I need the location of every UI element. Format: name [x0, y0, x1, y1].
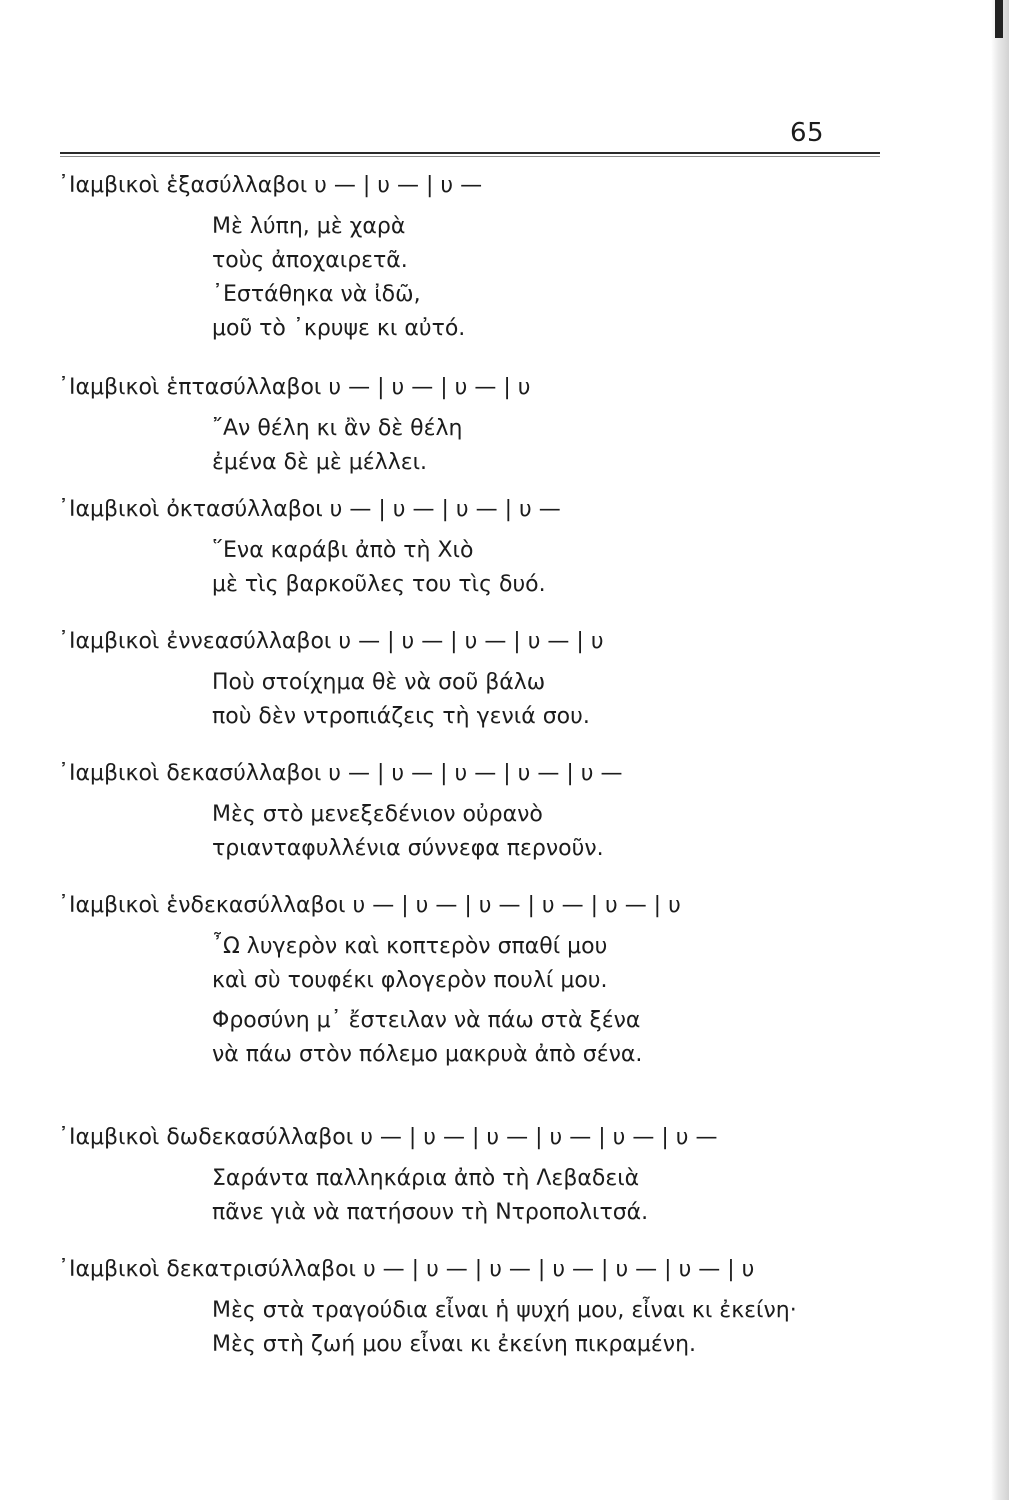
verse-line: καὶ σὺ τουφέκι φλογερὸν πουλί μου. [212, 968, 608, 993]
verse-line: μὲ τὶς βαρκοῦλες του τὶς δυό. [212, 572, 546, 597]
meter-heading: ᾿Ιαμβικοὶ δεκατρισύλλαβοι υ — | υ — | υ — | υ — | υ — | υ — | υ [58, 1257, 755, 1282]
verse-line: Μὲς στὰ τραγούδια εἶναι ἡ ψυχή μου, εἶναι κι ἐκείνη· [212, 1298, 797, 1323]
verse-line: τριανταφυλλένια σύννεφα περνοῦν. [212, 836, 604, 861]
meter-heading: ᾿Ιαμβικοὶ ἐννεασύλλαβοι υ — | υ — | υ — | υ — | υ [58, 629, 604, 654]
meter-section [58, 370, 530, 480]
verse-line: μοῦ τὸ ᾿κρυψε κι αὐτό. [212, 316, 466, 341]
meter-section [58, 756, 623, 866]
verse-block [212, 666, 604, 734]
header-rule-thin [60, 156, 880, 157]
binding-mark [995, 0, 1003, 38]
meter-heading: ᾿Ιαμβικοὶ ἑνδεκασύλλαβοι υ — | υ — | υ — | υ — | υ — | υ [58, 893, 681, 918]
verse-block [212, 534, 561, 602]
meter-section [58, 492, 561, 602]
verse-line: Ποὺ στοίχημα θὲ νὰ σοῦ βάλω [212, 670, 546, 695]
verse-block [212, 930, 681, 1072]
meter-heading: ᾿Ιαμβικοὶ δωδεκασύλλαβοι υ — | υ — | υ — | υ — | υ — | υ — [58, 1125, 718, 1150]
meter-section [58, 624, 604, 734]
page-edge [991, 0, 1009, 1500]
verse-line: τοὺς ἀποχαιρετᾶ. [212, 248, 408, 273]
verse-line: Μὲς στὸ μενεξεδένιον οὐρανὸ [212, 802, 543, 827]
verse-line: ῏Ω λυγερὸν καὶ κοπτερὸν σπαθί μου [212, 934, 608, 959]
meter-heading: ᾿Ιαμβικοὶ ὀκτασύλλαβοι υ — | υ — | υ — | υ — [58, 497, 561, 522]
meter-heading: ᾿Ιαμβικοὶ ἑπτασύλλαβοι υ — | υ — | υ — | υ [58, 375, 531, 400]
verse-line: Μὲς στὴ ζωή μου εἶναι κι ἐκείνη πικραμένη. [212, 1332, 697, 1357]
verse-line: πᾶνε γιὰ νὰ πατήσουν τὴ Ντροπολιτσά. [212, 1200, 649, 1225]
page-number: 65 [790, 118, 825, 148]
verse-line: ῞Ενα καράβι ἀπὸ τὴ Χιὸ [212, 538, 474, 563]
verse-block [212, 1294, 797, 1362]
verse-block [212, 210, 482, 346]
meter-section [58, 1252, 797, 1362]
verse-line: ἐμένα δὲ μὲ μέλλει. [212, 450, 428, 475]
verse-line: ποὺ δὲν ντροπιάζεις τὴ γενιά σου. [212, 704, 590, 729]
verse-block [212, 798, 623, 866]
meter-section [58, 168, 482, 346]
meter-heading: ᾿Ιαμβικοὶ ἑξασύλλαβοι υ — | υ — | υ — [58, 173, 483, 198]
verse-line: νὰ πάω στὸν πόλεμο μακρυὰ ἀπὸ σένα. [212, 1042, 643, 1067]
verse-block [212, 1162, 718, 1230]
header-rule [60, 152, 880, 154]
verse-block [212, 412, 530, 480]
verse-line: ῎Αν θέλη κι ἂν δὲ θέλη [212, 416, 463, 441]
meter-section [58, 1120, 718, 1230]
verse-line: Σαράντα παλληκάρια ἀπὸ τὴ Λεβαδειὰ [212, 1166, 640, 1191]
verse-line: Φροσύνη μ᾿ ἔστειλαν νὰ πάω στὰ ξένα [212, 1008, 641, 1033]
verse-line: Μὲ λύπη, μὲ χαρὰ [212, 214, 406, 239]
meter-section [58, 888, 681, 1072]
verse-line: ᾿Εστάθηκα νὰ ἰδῶ, [212, 282, 421, 307]
meter-heading: ᾿Ιαμβικοὶ δεκασύλλαβοι υ — | υ — | υ — | υ — | υ — [58, 761, 623, 786]
